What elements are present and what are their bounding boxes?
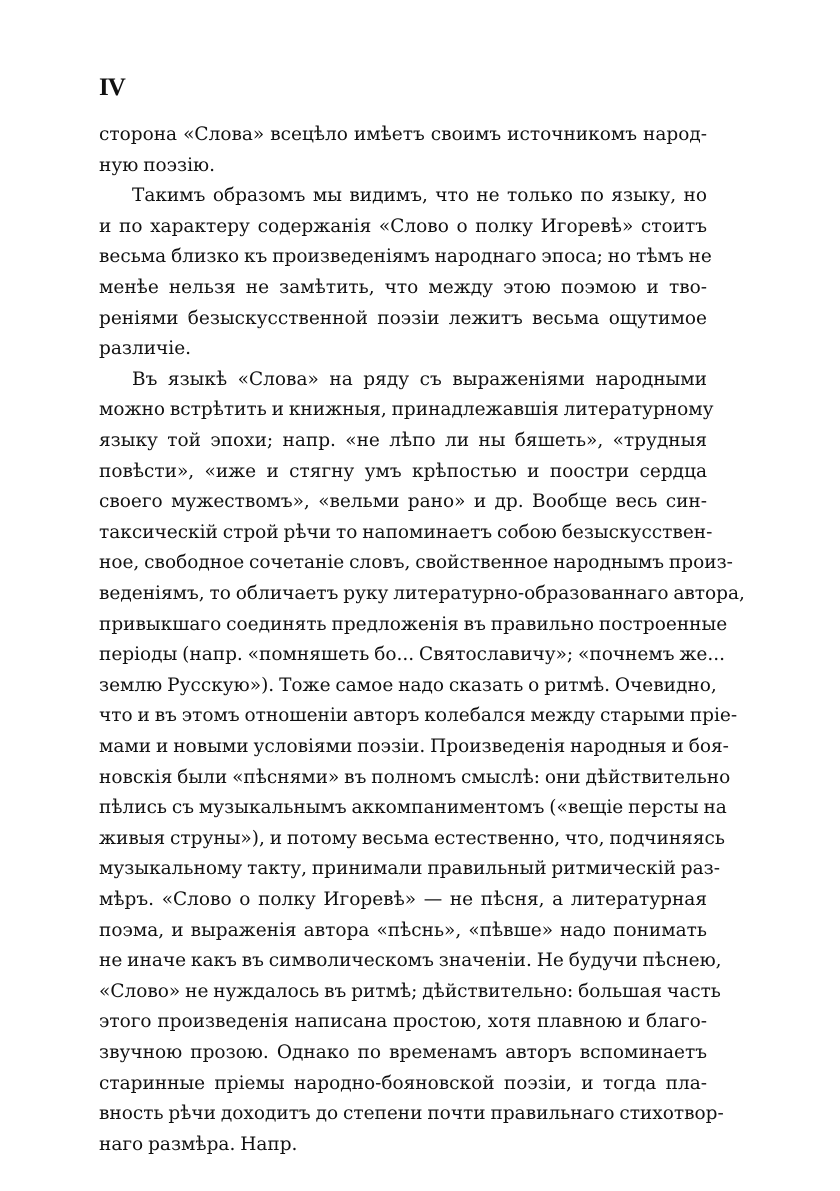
- text-line: поэма, и выраженія автора «пѣснь», «пѣвше» надо понимать: [99, 919, 707, 941]
- text-line: вность рѣчи доходитъ до степени почти правильнаго стихотвор-: [99, 1103, 724, 1125]
- text-line: наго размѣра. Напр.: [99, 1133, 298, 1155]
- text-line: повѣсти», «иже и стягну умъ крѣпостью и поостри сердца: [99, 460, 707, 482]
- text-line: сторона «Слова» всецѣло имѣетъ своимъ источникомъ народ-: [99, 124, 707, 145]
- text-line: землю Русскую»). Тоже самое надо сказать о ритмѣ. Очевидно,: [99, 674, 717, 696]
- text-line: музыкальному такту, принимали правильный ритмическій раз-: [99, 858, 720, 880]
- text-line: мѣръ. «Слово о полку Игоревѣ» — не пѣсня, а литературная: [99, 889, 707, 910]
- text-line: можно встрѣтить и книжныя, принадлежавшія литературному: [99, 399, 714, 421]
- text-line: живыя струны»), и потому весьма естественно, что, подчиняясь: [99, 827, 725, 849]
- text-line: языку той эпохи; напр. «не лѣпо ли ны бяшеть», «трудныя: [99, 430, 707, 451]
- text-line: старинные пріемы народно-бояновской поэзіи, и тогда пла-: [99, 1072, 707, 1094]
- text-line: таксическій строй рѣчи то напоминаетъ собою безыскусствен-: [99, 521, 713, 543]
- text-line: ную поэзію.: [99, 154, 216, 176]
- text-line: «Слово» не нуждалось въ ритмѣ; дѣйствительно: большая часть: [99, 980, 721, 1002]
- page-number: IV: [99, 74, 125, 101]
- text-line: мами и новыми условіями поэзіи. Произведенія народныя и боя-: [99, 736, 729, 757]
- text-line: своего мужествомъ», «вельми рано» и др. Вообще весь син-: [99, 491, 707, 513]
- text-line: реніями безыскусственной поэзіи лежитъ весьма ощутимое: [99, 307, 707, 329]
- text-line: что и въ этомъ отношеніи авторъ колебался между старыми пріе-: [99, 705, 738, 727]
- text-line: звучною прозою. Однако по временамъ авторъ вспоминаетъ: [99, 1042, 707, 1063]
- text-line: привыкшаго соединять предложенія въ правильно построенные: [99, 613, 728, 635]
- text-line: менѣе нельзя не замѣтить, что между этою поэмою и тво-: [99, 277, 707, 298]
- text-line: Въ языкѣ «Слова» на ряду съ выраженіями народными: [132, 368, 707, 390]
- text-line: ное, свободное сочетаніе словъ, свойственное народнымъ произ-: [99, 552, 733, 574]
- text-line: и по характеру содержанія «Слово о полку Игоревѣ» стоитъ: [99, 215, 707, 237]
- text-line: пѣлись съ музыкальнымъ аккомпаниментомъ («вещіе персты на: [99, 797, 727, 819]
- text-line: веденіямъ, то обличаетъ руку литературно-образованнаго автора,: [99, 583, 745, 604]
- text-line: не иначе какъ въ символическомъ значеніи. Не будучи пѣснею,: [99, 950, 722, 972]
- text-line: весьма близко къ произведеніямъ народнаго эпоса; но тѣмъ не: [99, 246, 712, 268]
- text-line: этого произведенія написана простою, хотя плавною и благо-: [99, 1011, 707, 1033]
- text-line: различіе.: [99, 338, 192, 360]
- text-line: Такимъ образомъ мы видимъ, что не только по языку, но: [132, 185, 707, 207]
- text-line: новскія были «пѣснями» въ полномъ смыслѣ: они дѣйствительно: [99, 766, 731, 788]
- text-line: періоды (напр. «помняшеть бо... Святославичу»; «почнемъ же...: [99, 644, 725, 666]
